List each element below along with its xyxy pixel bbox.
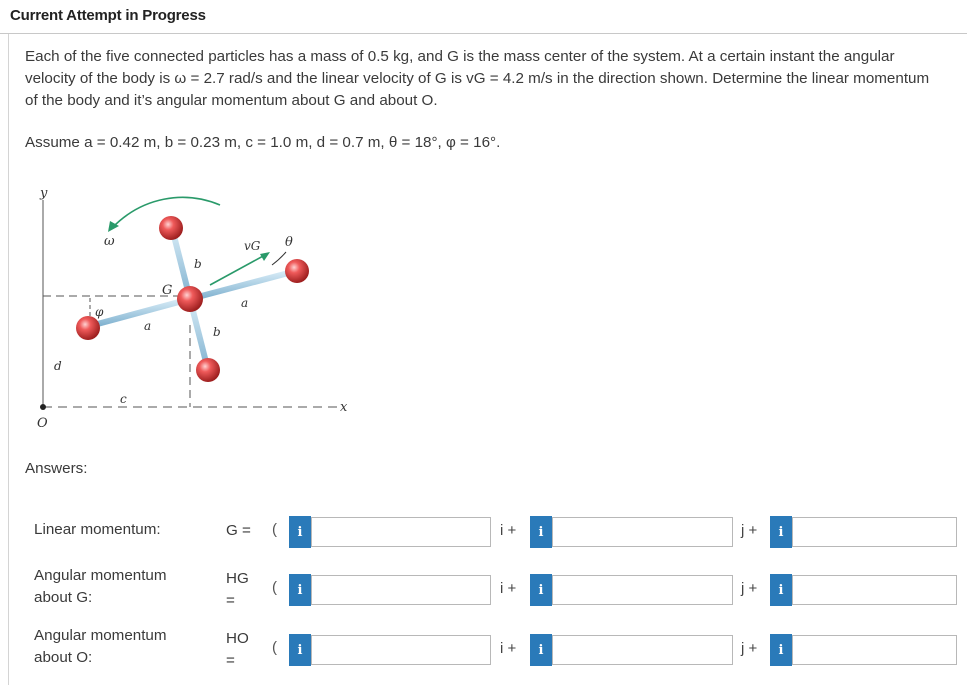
x-axis-label: x (340, 400, 348, 415)
info-icon[interactable]: i (530, 634, 552, 666)
angular-momentum-g-label: Angular momentum about G: (34, 567, 167, 606)
theta-arc (272, 252, 286, 265)
g-label: G (162, 283, 173, 298)
particle-top (159, 216, 183, 240)
a-label-right: a (241, 296, 249, 310)
info-icon[interactable]: i (289, 574, 311, 606)
angular-momentum-g-symbol: HG = (226, 570, 249, 609)
i-unit-label: i + (500, 522, 517, 539)
assumptions: Assume a = 0.42 m, b = 0.23 m, c = 1.0 m, d = 0.7 m, θ = 18°, φ = 16°. (25, 134, 501, 151)
info-icon[interactable]: i (530, 516, 552, 548)
j-unit-label: j + (741, 580, 758, 597)
attempt-header (0, 0, 967, 34)
c-label: c (120, 392, 127, 406)
linear-momentum-row (0, 512, 967, 552)
info-icon[interactable]: i (770, 634, 792, 666)
rod-right (190, 271, 296, 299)
origin-label: O (37, 416, 48, 431)
b-label-bottom: b (213, 325, 221, 339)
angular-momentum-g-y-input[interactable] (552, 575, 733, 605)
problem-statement: Each of the five connected particles has a mass of 0.5 kg, and G is the mass center of the system. At a certain instant the angular velocity of the body is ω = 2.7 rad/s and the linear velocity of G is vG = 4.2 m/s in the direction shown. Determine the linear momentum of the body and it’s angular momentum about G and about O. (25, 48, 930, 109)
d-label: d (54, 359, 62, 373)
j-unit-label: j + (741, 522, 758, 539)
info-icon[interactable]: i (770, 574, 792, 606)
angular-momentum-o-symbol: HO = (226, 630, 249, 669)
particle-right (285, 259, 309, 283)
answers-label: Answers: (25, 460, 88, 477)
open-paren: ( (272, 579, 277, 596)
linear-momentum-symbol: G = (226, 522, 251, 539)
linear-momentum-label: Linear momentum: (34, 521, 161, 538)
omega-label: ω (104, 234, 115, 249)
angular-momentum-o-y-input[interactable] (552, 635, 733, 665)
particle-bottom (196, 358, 220, 382)
vg-label: vG (244, 239, 261, 253)
angular-momentum-g-row (0, 567, 967, 610)
particle-center (177, 286, 203, 312)
info-icon[interactable]: i (289, 634, 311, 666)
theta-label: θ (285, 235, 293, 250)
info-icon[interactable]: i (289, 516, 311, 548)
origin-point (40, 404, 46, 410)
angular-momentum-g-x-input[interactable] (311, 575, 491, 605)
vg-arrowhead (260, 252, 270, 261)
info-icon[interactable]: i (530, 574, 552, 606)
angular-momentum-o-row (0, 627, 967, 670)
i-unit-label: i + (500, 580, 517, 597)
phi-label: φ (95, 305, 104, 319)
linear-momentum-y-input[interactable] (552, 517, 733, 547)
a-label-left: a (144, 319, 152, 333)
info-icon[interactable]: i (770, 516, 792, 548)
particle-system-figure (24, 185, 364, 435)
linear-momentum-z-input[interactable] (792, 517, 957, 547)
open-paren: ( (272, 639, 277, 656)
j-unit-label: j + (741, 640, 758, 657)
angular-momentum-o-z-input[interactable] (792, 635, 957, 665)
linear-momentum-x-input[interactable] (311, 517, 491, 547)
i-unit-label: i + (500, 640, 517, 657)
y-axis-label: y (40, 186, 48, 201)
particle-left (76, 316, 100, 340)
rod-left (90, 299, 190, 326)
angular-momentum-g-z-input[interactable] (792, 575, 957, 605)
angular-momentum-o-label: Angular momentum about O: (34, 627, 167, 666)
attempt-title: Current Attempt in Progress (10, 7, 206, 24)
b-label-top: b (194, 257, 202, 271)
angular-momentum-o-x-input[interactable] (311, 635, 491, 665)
open-paren: ( (272, 521, 277, 538)
